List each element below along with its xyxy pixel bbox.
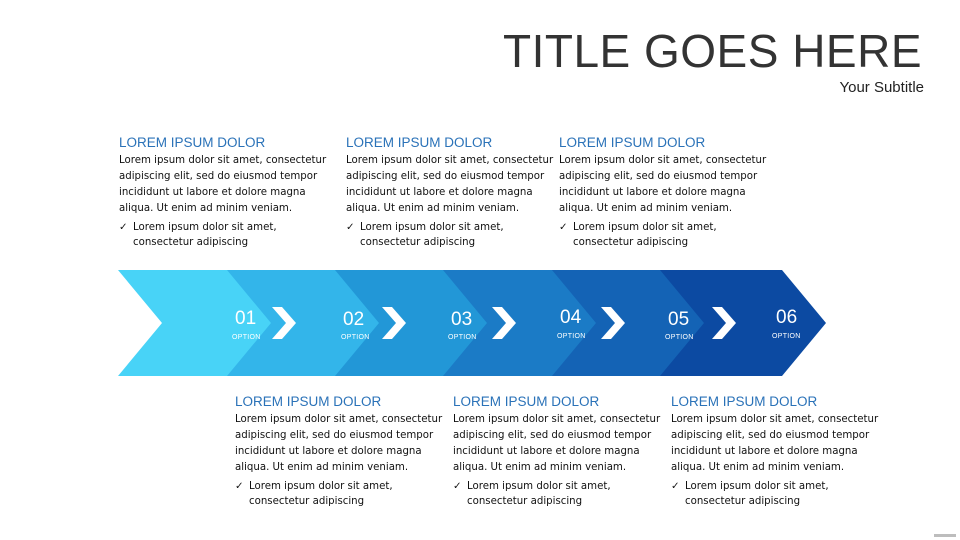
- block-body: Lorem ipsum dolor sit amet, consectetur adipiscing elit, sed do eiusmod tempor incididunt ut labore et dolore magna aliqua. Ut enim ad minim veniam.: [346, 155, 554, 214]
- check-item: [671, 480, 879, 509]
- block-body: Lorem ipsum dolor sit amet, consectetur adipiscing elit, sed do eiusmod tempor incididunt ut labore et dolore magna aliqua. Ut enim ad minim veniam.: [119, 155, 327, 214]
- check-text: Lorem ipsum dolor sit amet, consectetur adipiscing: [360, 222, 504, 248]
- block-body: Lorem ipsum dolor sit amet, consectetur adipiscing elit, sed do eiusmod tempor incididunt ut labore et dolore magna aliqua. Ut enim ad minim veniam.: [671, 414, 879, 473]
- bottom-text-block-2: [453, 394, 661, 509]
- step-number-6: 06: [776, 307, 798, 328]
- check-icon: ✓: [235, 481, 244, 492]
- check-text: Lorem ipsum dolor sit amet, consectetur adipiscing: [133, 222, 277, 248]
- step-label-5: OPTION: [665, 334, 694, 341]
- page-title: TITLE GOES HERE: [502, 25, 922, 77]
- footer-logo-mark: [934, 534, 956, 537]
- step-label-4: OPTION: [557, 333, 586, 340]
- step-number-3: 03: [451, 309, 473, 330]
- step-label-3: OPTION: [448, 334, 477, 341]
- block-heading: LOREM IPSUM DOLOR: [671, 394, 818, 409]
- block-heading: LOREM IPSUM DOLOR: [453, 394, 600, 409]
- bottom-text-block-3: [671, 394, 879, 509]
- step-number-2: 02: [343, 309, 365, 330]
- check-icon: ✓: [671, 481, 680, 492]
- check-icon: ✓: [346, 222, 355, 233]
- step-number-5: 05: [668, 309, 690, 330]
- check-text: Lorem ipsum dolor sit amet, consectetur adipiscing: [685, 481, 829, 507]
- block-body: Lorem ipsum dolor sit amet, consectetur adipiscing elit, sed do eiusmod tempor incididunt ut labore et dolore magna aliqua. Ut enim ad minim veniam.: [453, 414, 661, 473]
- step-label-1: OPTION: [232, 334, 261, 341]
- step-number-4: 04: [560, 307, 582, 328]
- step-label-6: OPTION: [772, 333, 801, 340]
- check-item: [453, 480, 661, 509]
- step-label-2: OPTION: [341, 334, 370, 341]
- block-body: Lorem ipsum dolor sit amet, consectetur adipiscing elit, sed do eiusmod tempor incididunt ut labore et dolore magna aliqua. Ut enim ad minim veniam.: [235, 414, 443, 473]
- block-heading: LOREM IPSUM DOLOR: [235, 394, 382, 409]
- check-text: Lorem ipsum dolor sit amet, consectetur adipiscing: [573, 222, 717, 248]
- page-subtitle: Your Subtitle: [839, 79, 924, 96]
- check-icon: ✓: [453, 481, 462, 492]
- block-heading: LOREM IPSUM DOLOR: [119, 135, 266, 150]
- check-text: Lorem ipsum dolor sit amet, consectetur adipiscing: [249, 481, 393, 507]
- block-heading: LOREM IPSUM DOLOR: [559, 135, 706, 150]
- check-text: Lorem ipsum dolor sit amet, consectetur adipiscing: [467, 481, 611, 507]
- check-icon: ✓: [559, 222, 568, 233]
- check-icon: ✓: [119, 222, 128, 233]
- block-body: Lorem ipsum dolor sit amet, consectetur adipiscing elit, sed do eiusmod tempor incididunt ut labore et dolore magna aliqua. Ut enim ad minim veniam.: [559, 155, 767, 214]
- bottom-text-block-1: [235, 394, 443, 509]
- check-item: [235, 480, 443, 509]
- step-number-1: 01: [235, 308, 257, 329]
- block-heading: LOREM IPSUM DOLOR: [346, 135, 493, 150]
